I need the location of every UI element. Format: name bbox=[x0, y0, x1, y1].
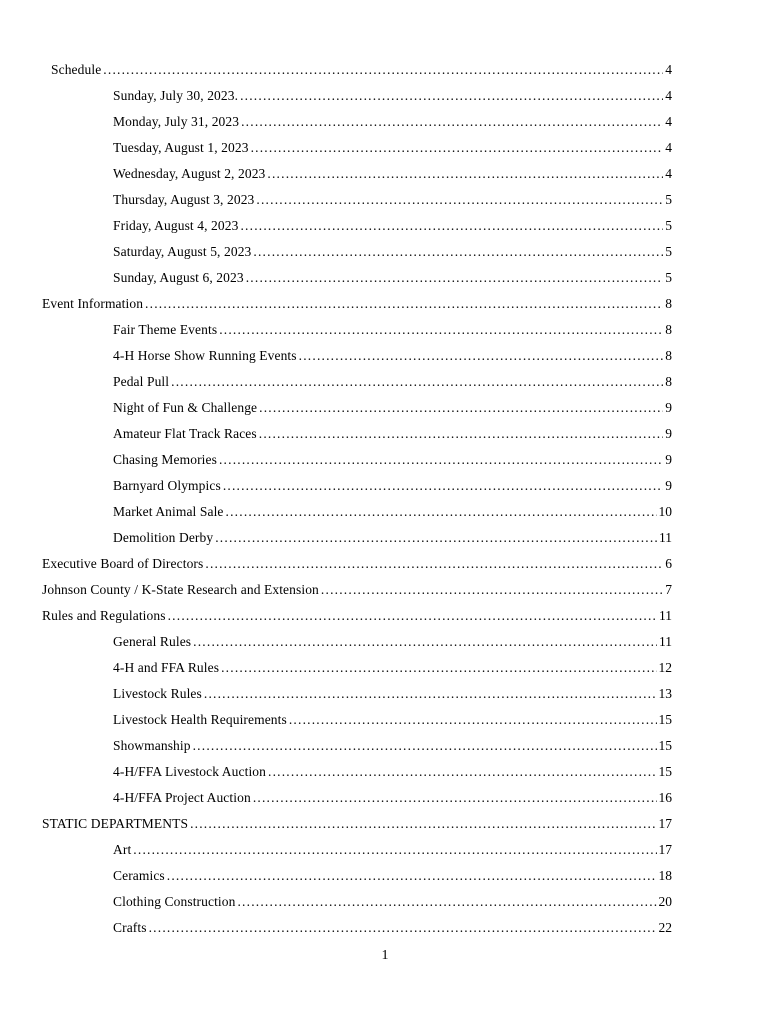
toc-entry-label: 4-H/FFA Project Auction bbox=[113, 790, 251, 805]
toc-dot-leader bbox=[237, 889, 656, 915]
toc-dot-leader bbox=[149, 915, 657, 941]
toc-subsection-32[interactable] bbox=[0, 889, 770, 915]
toc-dot-leader bbox=[240, 213, 663, 239]
toc-subsection-24[interactable] bbox=[0, 681, 770, 707]
toc-subsection-15[interactable] bbox=[0, 447, 770, 473]
toc-dot-leader bbox=[223, 473, 663, 499]
toc-entry-label: Night of Fun & Challenge bbox=[113, 400, 258, 415]
toc-entry-page-number: 11 bbox=[659, 634, 672, 649]
toc-dot-leader bbox=[241, 109, 663, 135]
toc-section-19[interactable] bbox=[0, 551, 770, 577]
toc-subsection-14[interactable] bbox=[0, 421, 770, 447]
toc-dot-leader bbox=[268, 759, 657, 785]
toc-entry-page-number: 12 bbox=[658, 660, 672, 675]
toc-entry-page-number: 17 bbox=[658, 816, 672, 831]
toc-subsection-10[interactable] bbox=[0, 317, 770, 343]
toc-dot-leader bbox=[321, 577, 663, 603]
toc-subsection-4[interactable] bbox=[0, 161, 770, 187]
toc-subsection-13[interactable] bbox=[0, 395, 770, 421]
toc-subsection-11[interactable] bbox=[0, 343, 770, 369]
toc-dot-leader bbox=[167, 863, 657, 889]
toc-entry-label: Johnson County / K-State Research and Extension bbox=[42, 582, 319, 597]
toc-entry-page-number: 15 bbox=[658, 712, 672, 727]
toc-dot-leader bbox=[246, 265, 664, 291]
toc-dot-leader bbox=[253, 239, 663, 265]
toc-dot-leader bbox=[259, 421, 664, 447]
toc-subsection-7[interactable] bbox=[0, 239, 770, 265]
toc-entry-page-number: 20 bbox=[658, 894, 672, 909]
toc-dot-leader bbox=[168, 603, 657, 629]
toc-subsection-22[interactable] bbox=[0, 629, 770, 655]
toc-dot-leader bbox=[204, 681, 657, 707]
page-number: 1 bbox=[381, 948, 389, 963]
toc-entry-label: Barnyard Olympics bbox=[113, 478, 221, 493]
toc-section-21[interactable] bbox=[0, 603, 770, 629]
toc-entry-page-number: 13 bbox=[658, 686, 672, 701]
toc-subsection-5[interactable] bbox=[0, 187, 770, 213]
toc-entry-label: Sunday, August 6, 2023 bbox=[113, 270, 244, 285]
toc-section-20[interactable] bbox=[0, 577, 770, 603]
toc-dot-leader bbox=[171, 369, 663, 395]
toc-subsection-33[interactable] bbox=[0, 915, 770, 941]
toc-entry-page-number: 15 bbox=[658, 764, 672, 779]
toc-entry-page-number: 9 bbox=[665, 426, 672, 441]
toc-dot-leader bbox=[193, 629, 657, 655]
toc-dot-leader bbox=[103, 57, 663, 83]
toc-dot-leader bbox=[205, 551, 663, 577]
toc-entry-label: Crafts bbox=[113, 920, 147, 935]
toc-entry-label: Clothing Construction bbox=[113, 894, 236, 909]
toc-entry-page-number: 9 bbox=[665, 400, 672, 415]
toc-entry-label: Showmanship bbox=[113, 738, 191, 753]
toc-entry-page-number: 8 bbox=[665, 296, 672, 311]
toc-entry-page-number: 7 bbox=[665, 582, 672, 597]
toc-entry-page-number: 8 bbox=[665, 322, 672, 337]
toc-dot-leader bbox=[256, 187, 663, 213]
toc-entry-label: Saturday, August 5, 2023 bbox=[113, 244, 252, 259]
toc-subsection-28[interactable] bbox=[0, 785, 770, 811]
toc-entry-page-number: 9 bbox=[665, 452, 672, 467]
toc-subsection-30[interactable] bbox=[0, 837, 770, 863]
toc-entry-label: Market Animal Sale bbox=[113, 504, 224, 519]
toc-entry-label: 4-H and FFA Rules bbox=[113, 660, 220, 675]
toc-entry-page-number: 8 bbox=[665, 348, 672, 363]
toc-entry-label: Wednesday, August 2, 2023 bbox=[113, 166, 266, 181]
toc-subsection-3[interactable] bbox=[0, 135, 770, 161]
toc-entry-page-number: 5 bbox=[665, 192, 672, 207]
toc-dot-leader bbox=[259, 395, 663, 421]
toc-dot-leader bbox=[221, 655, 656, 681]
toc-entry-label: Fair Theme Events bbox=[113, 322, 218, 337]
toc-entry-page-number: 16 bbox=[658, 790, 672, 805]
toc-subsection-1[interactable] bbox=[0, 83, 770, 109]
toc-dot-leader bbox=[133, 837, 656, 863]
toc-entry-page-number: 4 bbox=[665, 114, 672, 129]
toc-entry-label: Pedal Pull bbox=[113, 374, 170, 389]
toc-section-29[interactable] bbox=[0, 811, 770, 837]
toc-subsection-31[interactable] bbox=[0, 863, 770, 889]
toc-entry-page-number: 4 bbox=[665, 166, 672, 181]
toc-section-9[interactable] bbox=[0, 291, 770, 317]
toc-section-0[interactable] bbox=[0, 57, 770, 83]
toc-subsection-6[interactable] bbox=[0, 213, 770, 239]
toc-entry-label: Executive Board of Directors bbox=[42, 556, 204, 571]
toc-subsection-17[interactable] bbox=[0, 499, 770, 525]
toc-entry-label: Friday, August 4, 2023 bbox=[113, 218, 239, 233]
toc-dot-leader bbox=[219, 447, 663, 473]
toc-entry-label: Livestock Health Requirements bbox=[113, 712, 287, 727]
toc-entry-page-number: 4 bbox=[665, 88, 672, 103]
toc-entry-label: Sunday, July 30, 2023. bbox=[113, 88, 239, 103]
toc-entry-label: Demolition Derby bbox=[113, 530, 214, 545]
toc-entry-label: 4-H Horse Show Running Events bbox=[113, 348, 297, 363]
toc-entry-page-number: 4 bbox=[665, 62, 672, 77]
toc-subsection-18[interactable] bbox=[0, 525, 770, 551]
toc-entry-label: General Rules bbox=[113, 634, 192, 649]
toc-entry-label: Thursday, August 3, 2023 bbox=[113, 192, 255, 207]
toc-entry-label: Monday, July 31, 2023 bbox=[113, 114, 240, 129]
toc-entry-page-number: 5 bbox=[665, 218, 672, 233]
toc-dot-leader bbox=[240, 83, 663, 109]
toc-dot-leader bbox=[251, 135, 664, 161]
toc-entry-page-number: 8 bbox=[665, 374, 672, 389]
toc-dot-leader bbox=[215, 525, 657, 551]
toc-dot-leader bbox=[267, 161, 663, 187]
toc-entry-page-number: 4 bbox=[665, 140, 672, 155]
table-of-contents bbox=[0, 57, 770, 941]
toc-dot-leader bbox=[190, 811, 656, 837]
toc-dot-leader bbox=[219, 317, 663, 343]
toc-entry-label: Tuesday, August 1, 2023 bbox=[113, 140, 249, 155]
toc-entry-page-number: 11 bbox=[659, 608, 672, 623]
toc-subsection-23[interactable] bbox=[0, 655, 770, 681]
toc-entry-page-number: 5 bbox=[665, 270, 672, 285]
toc-subsection-26[interactable] bbox=[0, 733, 770, 759]
toc-subsection-8[interactable] bbox=[0, 265, 770, 291]
toc-entry-page-number: 9 bbox=[665, 478, 672, 493]
toc-subsection-16[interactable] bbox=[0, 473, 770, 499]
toc-entry-label: STATIC DEPARTMENTS bbox=[42, 816, 189, 831]
toc-entry-page-number: 6 bbox=[665, 556, 672, 571]
toc-subsection-25[interactable] bbox=[0, 707, 770, 733]
toc-entry-page-number: 11 bbox=[659, 530, 672, 545]
toc-dot-leader bbox=[226, 499, 657, 525]
toc-entry-label: Rules and Regulations bbox=[42, 608, 166, 623]
toc-subsection-2[interactable] bbox=[0, 109, 770, 135]
toc-entry-label: Art bbox=[113, 842, 132, 857]
toc-dot-leader bbox=[193, 733, 657, 759]
toc-entry-label: Chasing Memories bbox=[113, 452, 217, 467]
toc-entry-page-number: 15 bbox=[658, 738, 672, 753]
toc-subsection-27[interactable] bbox=[0, 759, 770, 785]
toc-dot-leader bbox=[253, 785, 657, 811]
toc-entry-page-number: 10 bbox=[658, 504, 672, 519]
toc-entry-label: Amateur Flat Track Races bbox=[113, 426, 257, 441]
toc-entry-label: Schedule bbox=[51, 62, 102, 77]
toc-entry-page-number: 5 bbox=[665, 244, 672, 259]
toc-entry-label: Ceramics bbox=[113, 868, 165, 883]
toc-dot-leader bbox=[299, 343, 664, 369]
toc-entry-page-number: 17 bbox=[658, 842, 672, 857]
toc-subsection-12[interactable] bbox=[0, 369, 770, 395]
toc-entry-label: Livestock Rules bbox=[113, 686, 202, 701]
toc-entry-page-number: 18 bbox=[658, 868, 672, 883]
toc-dot-leader bbox=[145, 291, 663, 317]
toc-dot-leader bbox=[289, 707, 657, 733]
toc-entry-page-number: 22 bbox=[658, 920, 672, 935]
toc-entry-label: 4-H/FFA Livestock Auction bbox=[113, 764, 266, 779]
toc-entry-label: Event Information bbox=[42, 296, 144, 311]
